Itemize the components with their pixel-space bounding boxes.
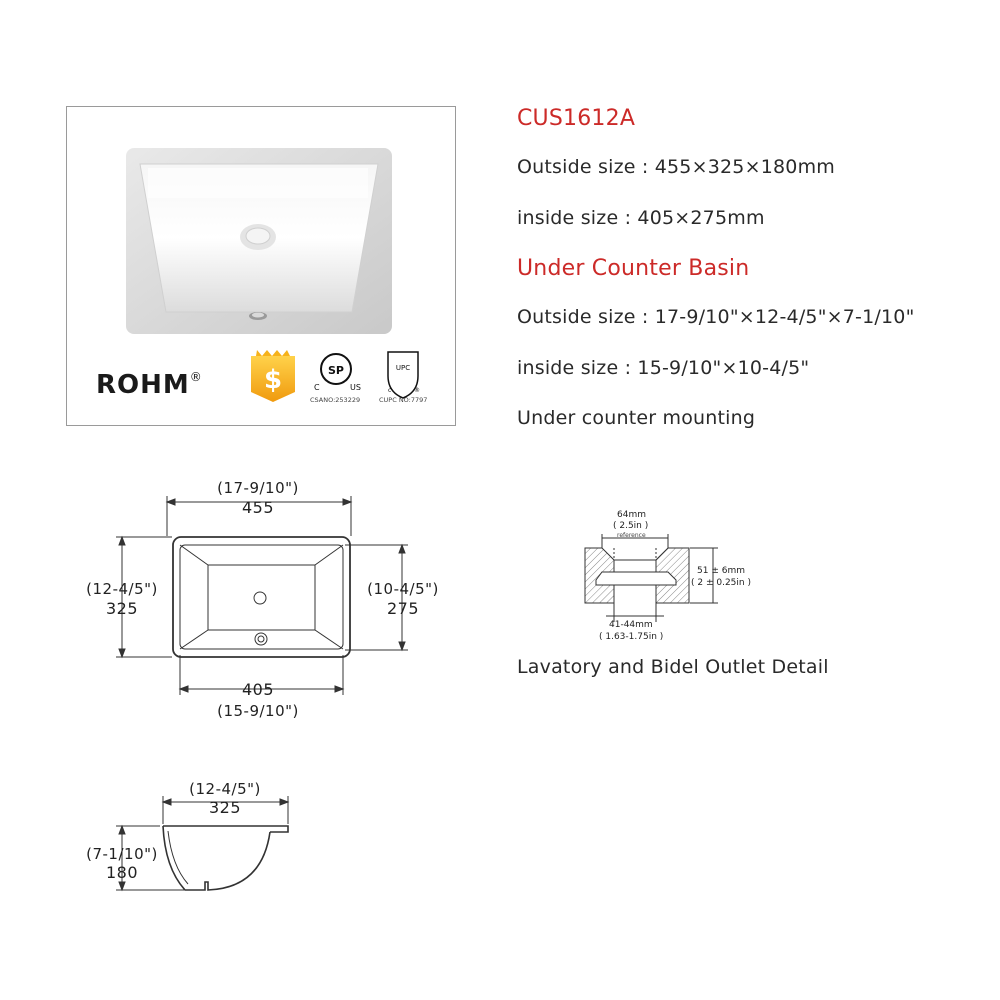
outlet-reference-note: reference xyxy=(617,532,646,539)
depth-inches: (7-1/10") xyxy=(86,845,158,863)
svg-text:c: c xyxy=(388,387,392,394)
outlet-bottom-inches: ( 1.63-1.75in ) xyxy=(599,632,664,642)
svg-text:$: $ xyxy=(263,365,283,395)
brand-logo: ROHM® xyxy=(96,370,203,400)
side-width-mm: 325 xyxy=(208,798,242,817)
outlet-side-mm: 51 ± 6mm xyxy=(697,566,745,576)
left-height-mm: 325 xyxy=(105,599,139,618)
csa-cert-number: CSANO:253229 xyxy=(310,396,361,404)
model-number: CUS1612A xyxy=(517,106,636,131)
svg-text:SP: SP xyxy=(328,364,344,377)
right-height-mm: 275 xyxy=(386,599,420,618)
svg-text:®: ® xyxy=(414,387,420,394)
product-type-heading: Under Counter Basin xyxy=(517,256,750,281)
mounting-type: Under counter mounting xyxy=(517,407,756,429)
bottom-width-inches: (15-9/10") xyxy=(217,702,299,720)
svg-text:US: US xyxy=(350,383,361,392)
imperial-inside-size: inside size : 15-9/10"×10-4/5" xyxy=(517,357,810,379)
side-width-inches: (12-4/5") xyxy=(189,780,261,798)
metric-inside-size: inside size : 405×275mm xyxy=(517,207,765,229)
right-height-inches: (10-4/5") xyxy=(367,580,439,598)
svg-text:UPC: UPC xyxy=(395,364,411,372)
imperial-outside-size: Outside size : 17-9/10"×12-4/5"×7-1/10" xyxy=(517,306,915,328)
upc-shield-icon xyxy=(388,352,420,398)
metric-outside-size: Outside size : 455×325×180mm xyxy=(517,156,835,178)
outlet-side-inches: ( 2 ± 0.25in ) xyxy=(691,578,751,588)
outlet-top-mm: 64mm xyxy=(617,510,646,520)
top-width-inches: (17-9/10") xyxy=(217,479,299,497)
upc-cert-number: CUPC NO:7797 xyxy=(379,396,428,404)
dollar-badge-icon xyxy=(251,350,295,402)
top-width-mm: 455 xyxy=(241,498,275,517)
basin-photo xyxy=(126,148,392,334)
outlet-bottom-mm: 41-44mm xyxy=(609,620,653,630)
outlet-detail-caption: Lavatory and Bidel Outlet Detail xyxy=(517,656,829,678)
bottom-width-mm: 405 xyxy=(241,680,275,699)
svg-text:C: C xyxy=(314,383,320,392)
outlet-top-inches: ( 2.5in ) xyxy=(613,521,649,531)
left-height-inches: (12-4/5") xyxy=(86,580,158,598)
depth-mm: 180 xyxy=(105,863,139,882)
csa-certification-icon xyxy=(314,354,361,392)
